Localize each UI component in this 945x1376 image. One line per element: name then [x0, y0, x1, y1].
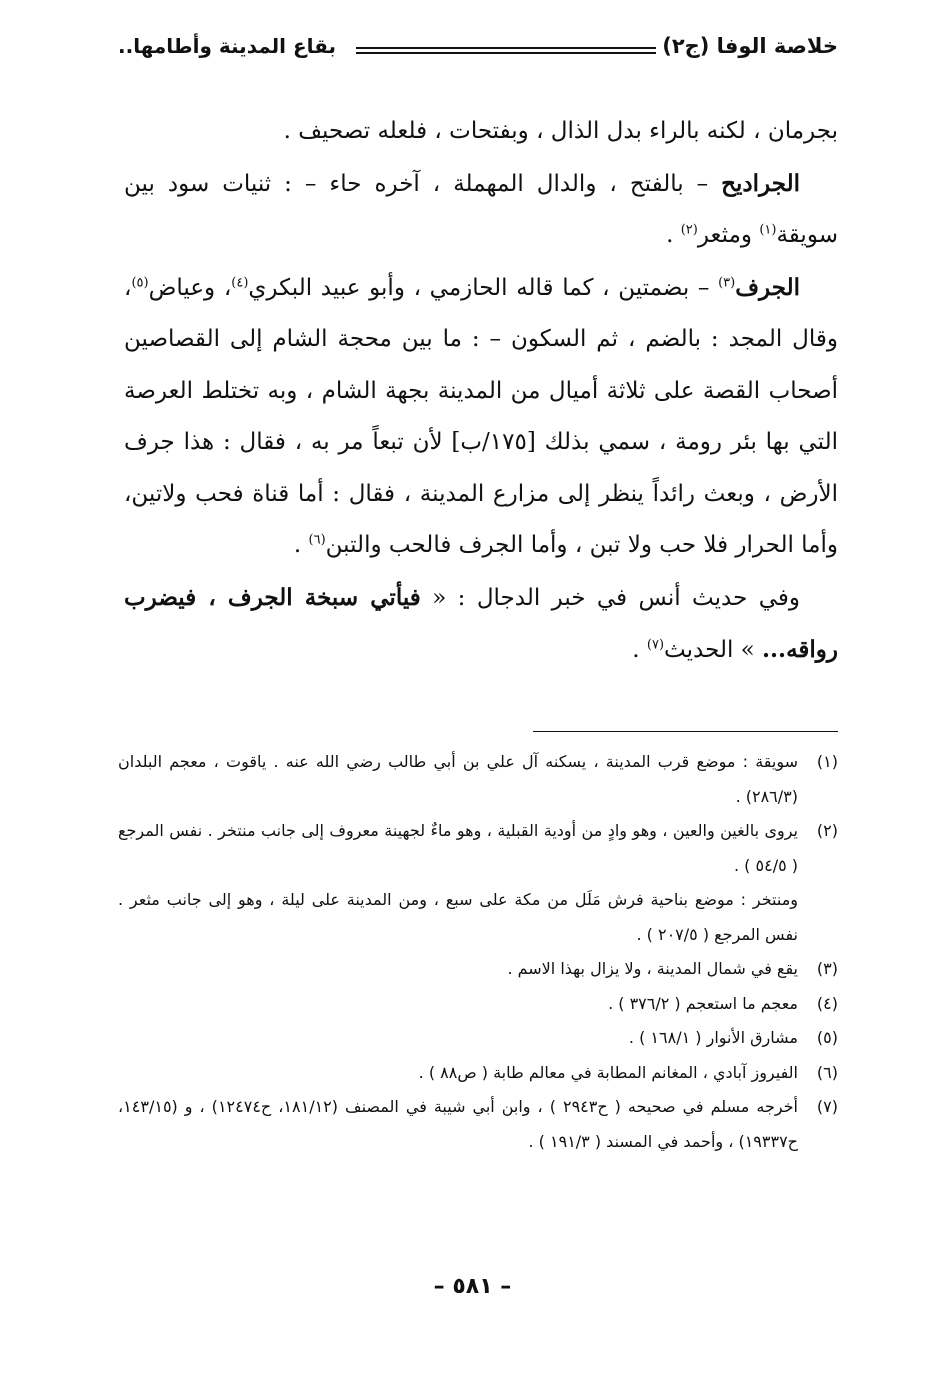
footnote-ref: (١) — [759, 222, 777, 238]
paragraph-2 — [124, 158, 838, 262]
text-span: – بضمتين ، كما قاله الحازمي ، وأبو عبيد البكري — [248, 274, 719, 301]
footnote-text: يروى بالغين والعين ، وهو وادٍ من أودية القبلية ، وهو ماءٌ لجهينة معروف إلى جانب منتخر . نفس المرجع ( ٥٤/٥ ) . — [118, 821, 798, 875]
footnote-ref: (٧) — [646, 637, 665, 653]
footnote-text: أخرجه مسلم في صحيحه ( ح٢٩٤٣ ) ، وابن أبي شيبة في المصنف (١٨١/١٢، ح١٢٤٧٤) ، و (١٤٣/١٥، ح١٩٣٣٧) ، وأحمد في المسند ( ١٩١/٣ ) . — [118, 1097, 798, 1151]
footnote-number: (٣) — [816, 959, 838, 978]
text-span: . — [632, 637, 647, 663]
footnote-text: ومنتخر : موضع بناحية فرش مَلَل من مكة على سبع ، ومن المدينة على ليلة ، وهو إلى جانب مثعر . نفس المرجع ( ٢٠٧/٥ ) . — [118, 890, 798, 944]
footnote-number: (٤) — [816, 993, 838, 1013]
paragraph-1: بجرمان ، لكنه بالراء بدل الذال ، وبفتحات ، فلعله تصحيف . — [283, 118, 838, 144]
footnote-number: (٧) — [816, 1097, 838, 1116]
text-span: – بالفتح ، والدال المهملة ، آخره حاء – : ثنيات سود بين سويقة — [124, 170, 838, 248]
footnote-text: مشارق الأنوار ( ١٦٨/١ ) . — [628, 1028, 798, 1047]
header-subtitle: بقاع المدينة وأطامها.. — [118, 34, 337, 58]
footnote-ref: (٢) — [680, 222, 698, 238]
footnote-number: (١) — [816, 752, 838, 771]
footnote-number: (٢) — [816, 821, 838, 840]
main-text — [124, 106, 838, 677]
entry-term: الجراديح — [721, 169, 800, 197]
footnote-item — [118, 1021, 838, 1056]
footnote-item — [118, 1090, 838, 1159]
text-span: وفي حديث أنس في خبر الدجال : « — [420, 584, 800, 611]
paragraph-3 — [124, 262, 838, 572]
footnote-number: (٦) — [816, 1062, 838, 1082]
header-title: خلاصة الوفا (ج٢) — [662, 34, 838, 58]
footnote-text: يقع في شمال المدينة ، ولا يزال بهذا الاسم . — [507, 959, 798, 978]
footnote-item — [118, 987, 838, 1022]
text-span: ، وقال المجد : بالضم ، ثم السكون – : ما بين محجة الشام إلى القصاصين أصحاب القصة على ثلاثة أميال من المدينة بجهة الشام ، وبه تختلط العرصة التي بها بئر رومة ، سمي بذلك [١٧٥/ب] لأن تبعاً مر به ، فقال : هذا جرف الأرض ، وبعث رائداً ينظر إلى مزارع المدينة ، فقال : أما قناة فحب ولاتين، وأما الحرار فلا حب ولا تبن ، وأما الجرف فالحب والتبن — [124, 274, 838, 558]
page-number: – ٥٨١ – — [433, 1274, 512, 1299]
footnotes — [118, 745, 838, 1159]
header-rule — [356, 47, 656, 54]
footnote-item — [118, 1056, 838, 1091]
footnote-item — [118, 745, 838, 814]
footnote-ref: (٣) — [718, 274, 736, 290]
footnote-number: (٥) — [816, 1028, 838, 1047]
text-span: . — [293, 532, 309, 558]
hadith-quote: فيأتي سبخة الجرف ، فيضرب رواقه... — [124, 583, 838, 663]
footnote-text: معجم ما استعجم ( ٣٧٦/٢ ) . — [608, 993, 798, 1013]
footnote-continuation — [118, 883, 838, 952]
text-span: » الحديث — [664, 637, 763, 663]
footnote-item — [118, 952, 838, 987]
footnote-text: سويقة : موضع قرب المدينة ، يسكنه آل علي بن أبي طالب رضي الله عنه . ياقوت ، معجم البلدان (٢٨٦/٣) . — [118, 752, 798, 806]
paragraph-4 — [124, 572, 838, 677]
text-span: ، وعياض — [148, 274, 232, 301]
footnote-ref: (٥) — [131, 274, 149, 290]
text-span: ومثعر — [697, 222, 760, 248]
footnote-item — [118, 814, 838, 883]
text-span: . — [666, 222, 681, 248]
footnote-separator — [533, 731, 838, 732]
footnote-text: الفيروز آبادي ، المغانم المطابة في معالم طابة ( ص٨٨ ) . — [418, 1062, 798, 1082]
footnote-ref: (٤) — [231, 274, 249, 290]
running-header — [118, 30, 838, 70]
entry-term: الجرف — [735, 273, 800, 301]
footnote-ref: (٦) — [308, 532, 326, 548]
